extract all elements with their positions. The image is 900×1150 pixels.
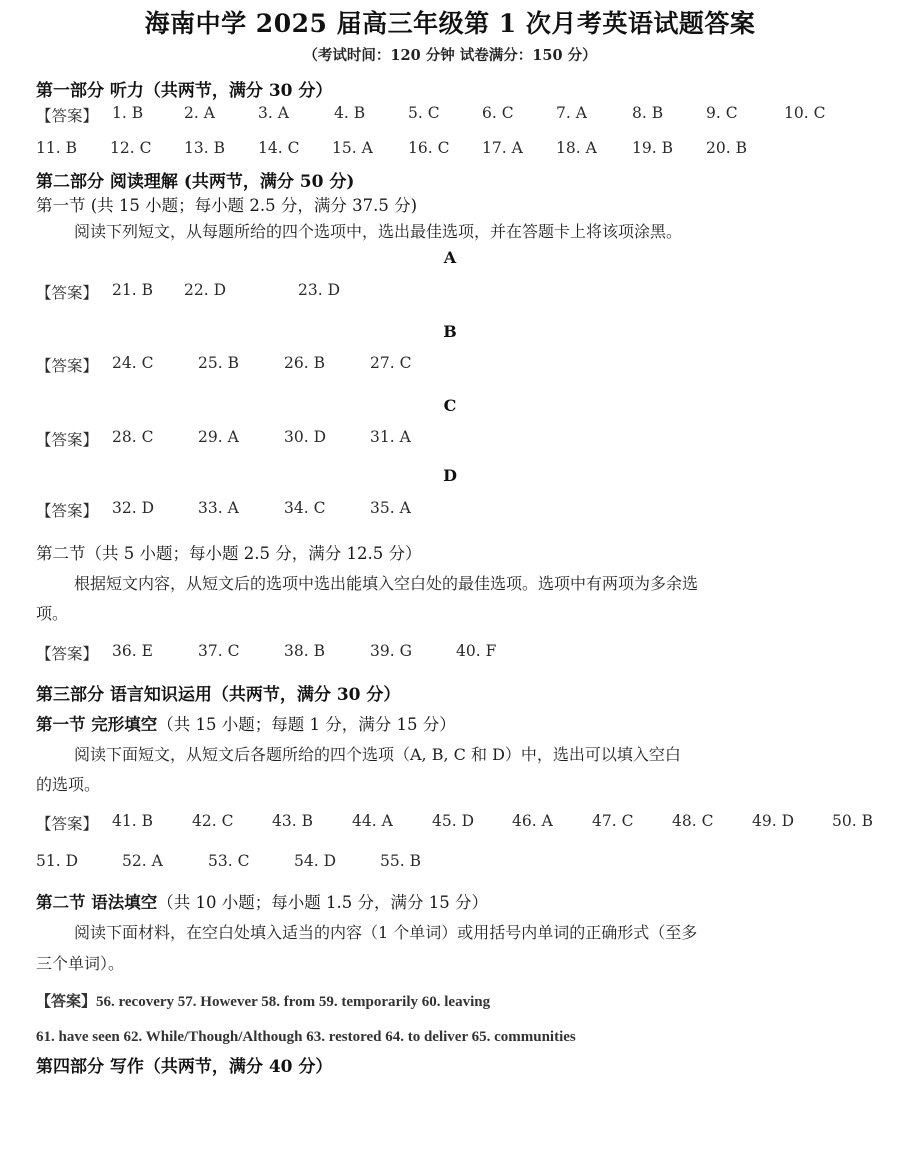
answer-item: 51. D bbox=[36, 852, 79, 870]
part4-heading: 第四部分 写作（共两节，满分 40 分） bbox=[36, 1057, 333, 1077]
answer-item: 17. A bbox=[482, 139, 523, 157]
answer-item: 38. B bbox=[284, 642, 325, 660]
part2-section2-heading: 第二节（共 5 小题；每小题 2.5 分，满分 12.5 分） bbox=[36, 544, 422, 563]
answer-item: 21. B bbox=[112, 281, 153, 299]
answer-item: 25. B bbox=[198, 354, 239, 372]
answer-label: 【答案】 bbox=[36, 357, 99, 375]
passage-letter-c: C bbox=[443, 396, 457, 415]
part3-section2-answers-line-2: 61. have seen 62. While/Though/Although 63. restored 64. to deliver 65. communities bbox=[36, 1029, 576, 1045]
answer-item: 40. F bbox=[456, 642, 497, 660]
passage-d-answers bbox=[36, 499, 886, 521]
page-subtitle: （考试时间：120 分钟 试卷满分：150 分） bbox=[303, 47, 597, 64]
answer-label: 【答案】 bbox=[36, 431, 99, 449]
answer-item: 15. A bbox=[332, 139, 373, 157]
answer-item: 14. C bbox=[258, 139, 300, 157]
answer-item: 32. D bbox=[112, 499, 155, 517]
passage-letter-d: D bbox=[443, 466, 457, 485]
answer-item: 10. C bbox=[784, 104, 826, 122]
answer-label: 【答案】 bbox=[36, 284, 99, 302]
part1-answer-row-1 bbox=[36, 104, 886, 126]
answer-item: 53. C bbox=[208, 852, 250, 870]
part2-heading: 第二部分 阅读理解 (共两节，满分 50 分) bbox=[36, 172, 355, 192]
answer-item: 16. C bbox=[408, 139, 450, 157]
answer-item: 39. G bbox=[370, 642, 412, 660]
answer-item: 1. B bbox=[112, 104, 144, 122]
answer-item: 37. C bbox=[198, 642, 240, 660]
part2-section1-heading: 第一节 (共 15 小题；每小题 2.5 分，满分 37.5 分) bbox=[36, 196, 418, 215]
answer-item: 13. B bbox=[184, 139, 225, 157]
part3-heading: 第三部分 语言知识运用（共两节，满分 30 分） bbox=[36, 685, 401, 705]
answer-label: 【答案】 bbox=[36, 502, 99, 520]
answer-item: 12. C bbox=[110, 139, 152, 157]
answer-label: 【答案】 bbox=[36, 645, 99, 663]
answer-item: 47. C bbox=[592, 812, 634, 830]
answer-item: 7. A bbox=[556, 104, 587, 122]
part3-section1-heading bbox=[36, 711, 456, 735]
part3-section2-title: 第二节 语法填空 bbox=[36, 893, 158, 912]
part2-section2-instruction-line-2: 项。 bbox=[36, 604, 69, 623]
answer-item: 22. D bbox=[184, 281, 227, 299]
answer-item: 50. B bbox=[832, 812, 873, 830]
answer-item: 4. B bbox=[334, 104, 366, 122]
part3-section2-heading bbox=[36, 889, 488, 913]
part2-section1-instruction: 阅读下列短文，从每题所给的四个选项中，选出最佳选项，并在答题卡上将该项涂黑。 bbox=[74, 222, 683, 241]
answer-label: 【答案】 bbox=[36, 994, 97, 1010]
answer-item: 36. E bbox=[112, 642, 153, 660]
part1-answer-row-2 bbox=[36, 139, 886, 161]
part3-section1-title: 第一节 完形填空 bbox=[36, 715, 158, 734]
answer-item: 35. A bbox=[370, 499, 411, 517]
answer-item: 45. D bbox=[432, 812, 475, 830]
answer-item: 55. B bbox=[380, 852, 421, 870]
answer-item: 49. D bbox=[752, 812, 795, 830]
part3-section1-meta: （共 15 小题；每题 1 分，满分 15 分） bbox=[157, 715, 456, 734]
answer-item: 23. D bbox=[298, 281, 341, 299]
answer-item: 2. A bbox=[184, 104, 215, 122]
passage-c-answers bbox=[36, 428, 886, 450]
part3-section2-instruction-line-2: 三个单词）。 bbox=[36, 954, 125, 973]
part3-section1-answer-row-1 bbox=[36, 812, 886, 834]
part3-section2-instruction-line-1: 阅读下面材料，在空白处填入适当的内容（1 个单词）或用括号内单词的正确形式（至多 bbox=[74, 923, 698, 942]
answer-item: 6. C bbox=[482, 104, 514, 122]
answer-item: 42. C bbox=[192, 812, 234, 830]
answer-item: 8. B bbox=[632, 104, 664, 122]
answer-item: 5. C bbox=[408, 104, 440, 122]
answer-item: 20. B bbox=[706, 139, 747, 157]
part2-section2-answers bbox=[36, 642, 886, 664]
answer-item: 33. A bbox=[198, 499, 239, 517]
answer-item: 52. A bbox=[122, 852, 163, 870]
part2-section2-instruction-line-1: 根据短文内容，从短文后的选项中选出能填入空白处的最佳选项。选项中有两项为多余选 bbox=[74, 574, 699, 593]
answer-item: 46. A bbox=[512, 812, 553, 830]
answer-item: 3. A bbox=[258, 104, 289, 122]
answer-label: 【答案】 bbox=[36, 107, 99, 125]
passage-letter-a: A bbox=[443, 248, 457, 267]
answer-item: 43. B bbox=[272, 812, 313, 830]
answer-item: 18. A bbox=[556, 139, 597, 157]
part1-heading: 第一部分 听力（共两节，满分 30 分） bbox=[36, 81, 333, 101]
answer-item: 54. D bbox=[294, 852, 337, 870]
answer-label: 【答案】 bbox=[36, 815, 99, 833]
answer-item: 9. C bbox=[706, 104, 738, 122]
answer-item: 11. B bbox=[36, 139, 77, 157]
answer-item: 30. D bbox=[284, 428, 327, 446]
answer-item: 31. A bbox=[370, 428, 411, 446]
answer-item: 34. C bbox=[284, 499, 326, 517]
answer-item: 27. C bbox=[370, 354, 412, 372]
answer-item: 41. B bbox=[112, 812, 153, 830]
answer-item: 28. C bbox=[112, 428, 154, 446]
grammar-answers-1: 56. recovery 57. However 58. from 59. temporarily 60. leaving bbox=[96, 994, 491, 1010]
answer-item: 29. A bbox=[198, 428, 239, 446]
answer-item: 24. C bbox=[112, 354, 154, 372]
part3-section1-answer-row-2 bbox=[36, 852, 886, 874]
answer-item: 19. B bbox=[632, 139, 673, 157]
part3-section1-instruction-line-2: 的选项。 bbox=[36, 775, 101, 794]
page-title: 海南中学 2025 届高三年级第 1 次月考英语试题答案 bbox=[144, 9, 756, 38]
part3-section2-answers-line-1 bbox=[36, 990, 490, 1011]
passage-b-answers bbox=[36, 354, 886, 376]
passage-letter-b: B bbox=[443, 322, 457, 341]
answer-item: 48. C bbox=[672, 812, 714, 830]
passage-a-answers bbox=[36, 281, 886, 303]
answer-item: 26. B bbox=[284, 354, 325, 372]
answer-item: 44. A bbox=[352, 812, 393, 830]
part3-section2-meta: （共 10 小题；每小题 1.5 分，满分 15 分） bbox=[157, 893, 488, 912]
part3-section1-instruction-line-1: 阅读下面短文，从短文后各题所给的四个选项（A, B, C 和 D）中，选出可以填入空白 bbox=[74, 745, 681, 764]
